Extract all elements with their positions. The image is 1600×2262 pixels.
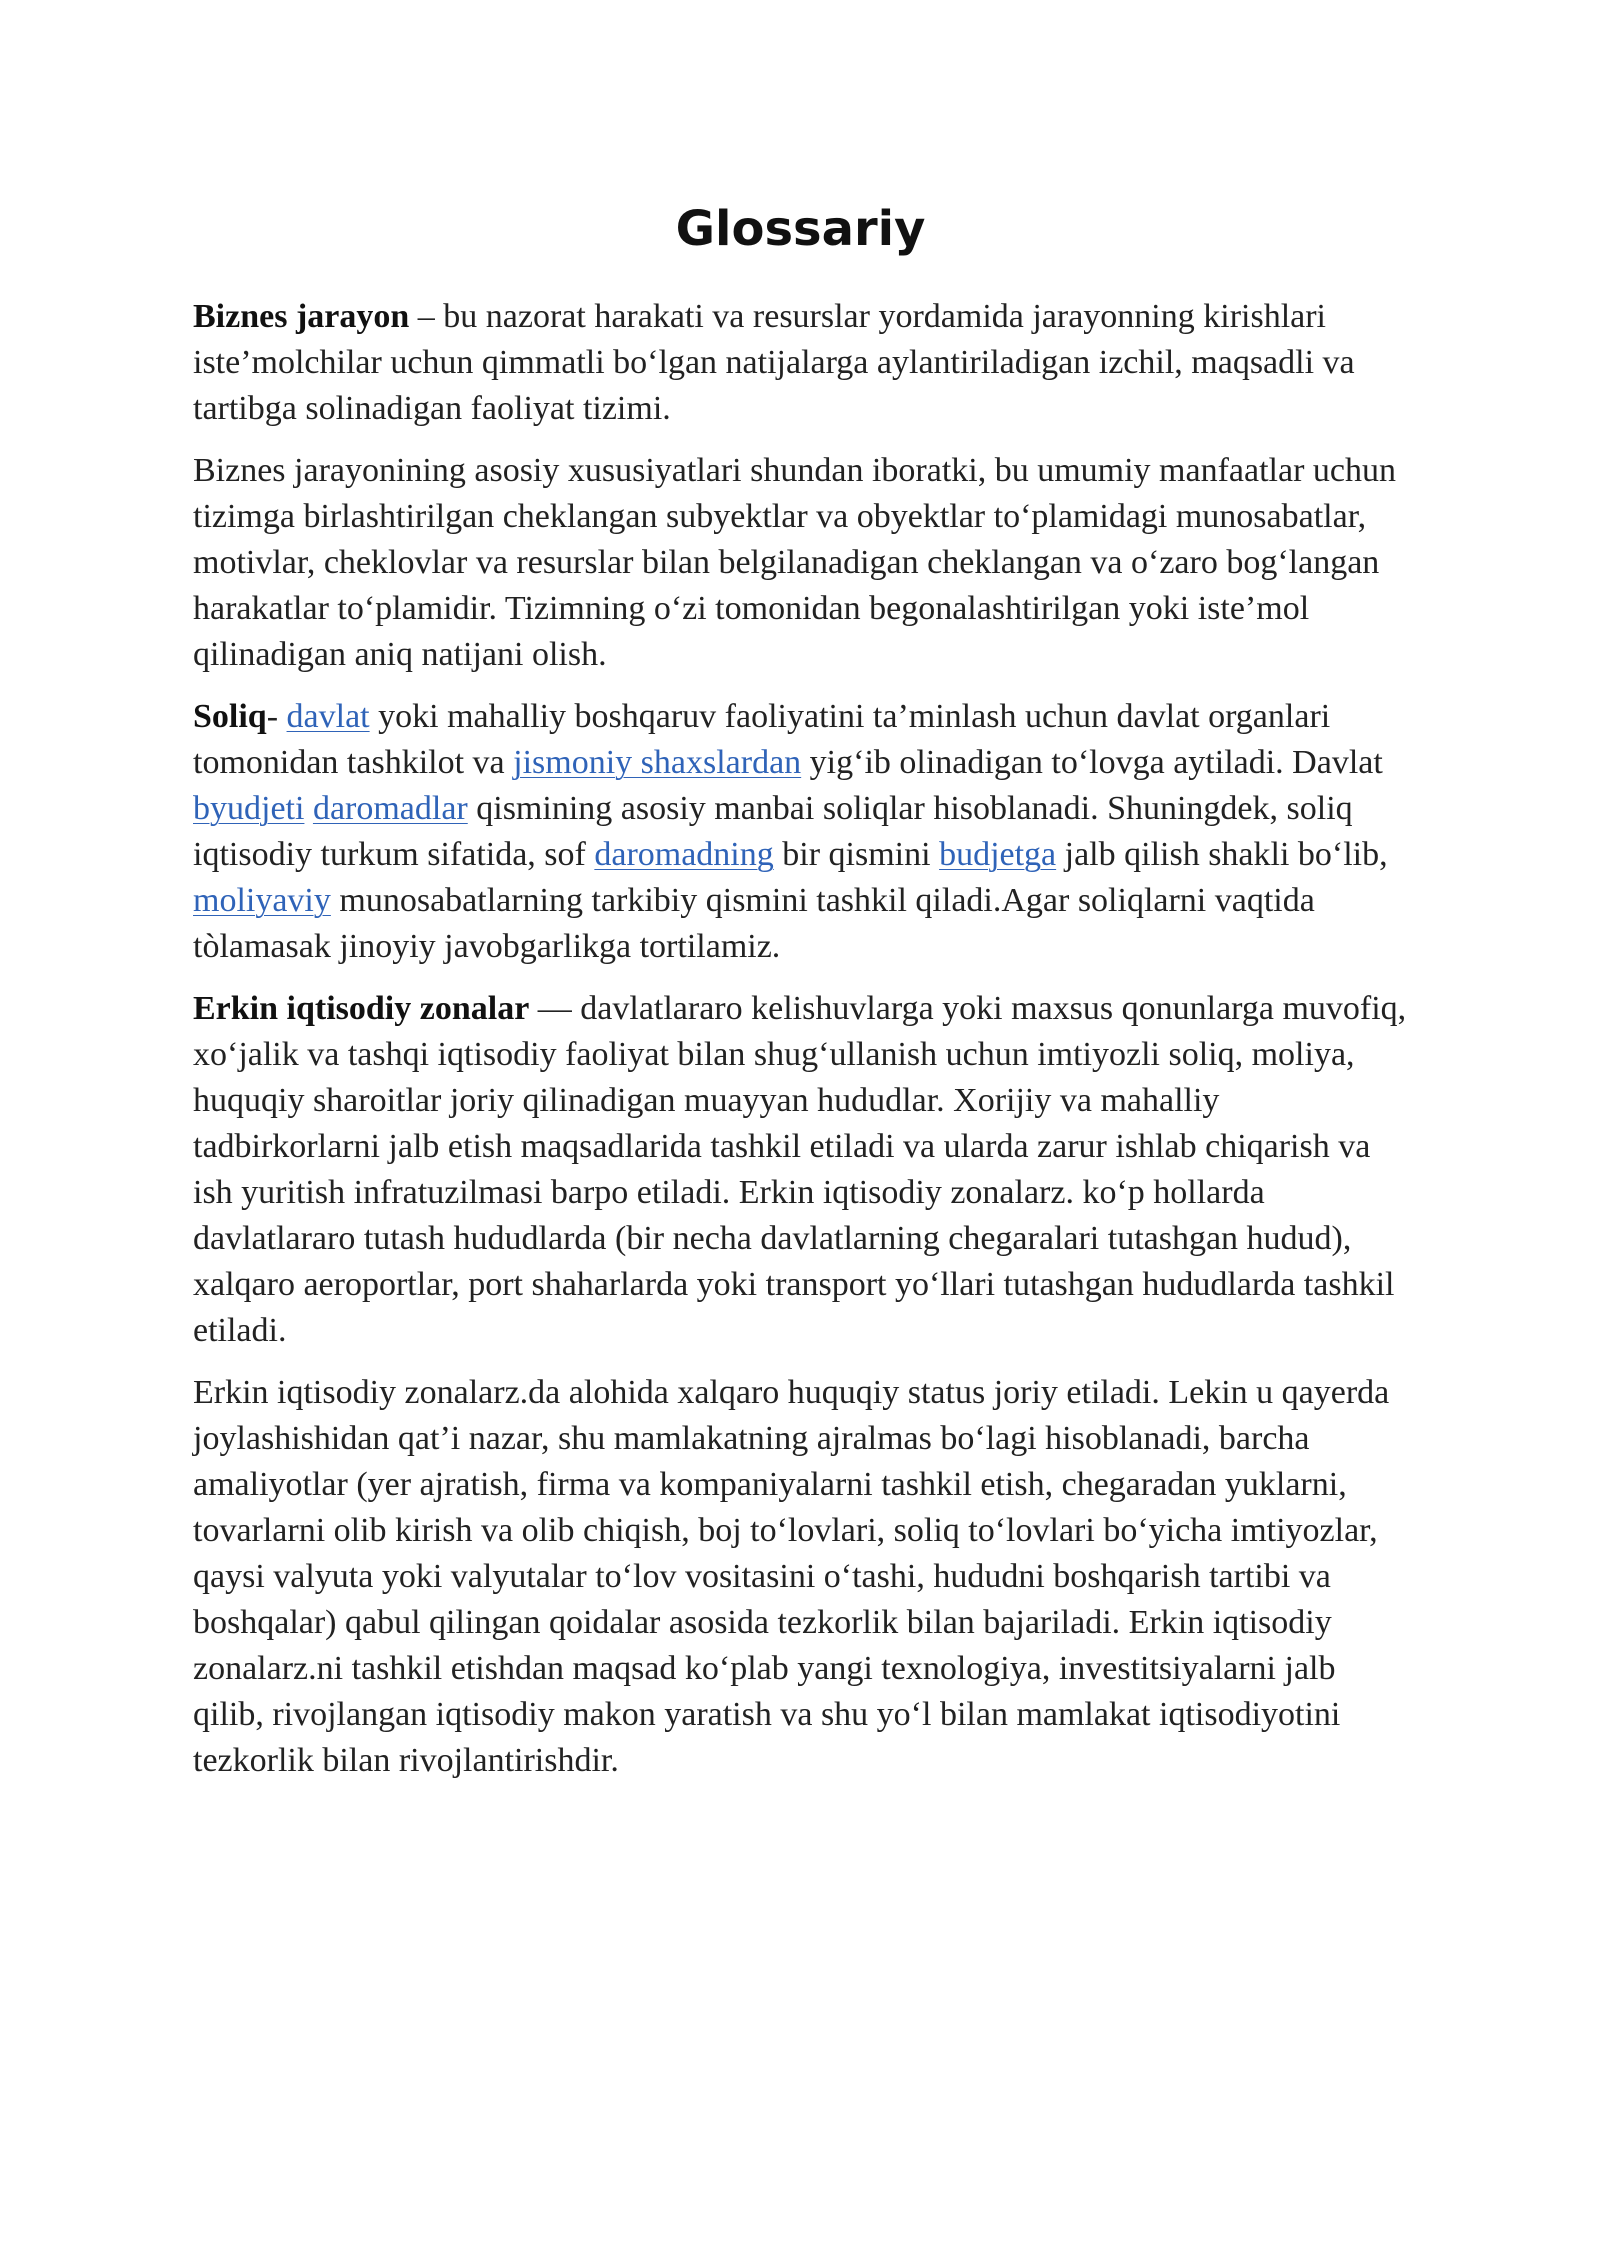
text-segment (304, 790, 313, 827)
link-budjetga[interactable]: budjetga (939, 836, 1057, 873)
text-segment: - (266, 698, 287, 735)
link-byudjeti[interactable]: byudjeti (193, 790, 305, 827)
definition-text: – bu nazorat harakati va resurslar yordamida jarayonning kirishlari iste’molchilar uchun qimmatli bo‘lgan natijalarga aylantiriladigan izchil, maqsadli va tartibga solinadigan faoliyat tizimi. (193, 298, 1355, 427)
definition-text: — davlatlararo kelishuvlarga yoki maxsus qonunlarga muvofiq, xo‘jalik va tashqi iqtisodiy faoliyat bilan shug‘ullanish uchun imtiyozli soliq, moliya, huquqiy sharoitlar joriy qilinadigan muayyan hududlar. Xorijiy va mahalliy tadbirkorlarni jalb etish maqsadlarida tashkil etiladi va ularda zarur ishlab chiqarish va ish yuritish infratuzilmasi barpo etiladi. Erkin iqtisodiy zonalarz. ko‘p hollarda davlatlararo tutash hududlarda (bir necha davlatlarning chegaralari tutashgan hudud), xalqaro aeroportlar, port shaharlarda yoki transport yo‘llari tutashgan hududlarda tashkil etiladi. (193, 990, 1407, 1349)
text-segment: yoki mahalliy boshqaruv faoliyatini ta’minlash uchun davlat organlari tomonidan tashkilot va (193, 698, 1331, 781)
paragraph-biznes-jarayon (193, 294, 1408, 432)
link-daromadning[interactable]: daromadning (594, 836, 774, 873)
text-segment: bir qismini (773, 836, 940, 873)
term-soliq: Soliq (193, 698, 267, 735)
term-biznes-jarayon: Biznes jarayon (193, 298, 410, 335)
text-segment: munosabatlarning tarkibiy qismini tashkil qiladi.Agar soliqlarni vaqtida tòlamasak jinoyiy javobgarlikga tortilamiz. (193, 882, 1315, 965)
link-moliyaviy[interactable]: moliyaviy (193, 882, 331, 919)
text-segment: qismining asosiy manbai soliqlar hisoblanadi. Shuningdek, soliq iqtisodiy turkum sifatida, sof (193, 790, 1353, 873)
paragraph-soliq (193, 694, 1408, 970)
link-davlat[interactable]: davlat (286, 698, 370, 735)
link-daromadlar[interactable]: daromadlar (312, 790, 468, 827)
text-segment: yig‘ib olinadigan to‘lovga aytiladi. Davlat (801, 744, 1383, 781)
paragraph-erkin-iqtisodiy-zonalar (193, 986, 1408, 1354)
link-jismoniy-shaxslardan[interactable]: jismoniy shaxslardan (513, 744, 802, 781)
text-segment: jalb qilish shakli bo‘lib, (1056, 836, 1388, 873)
page-title: Glossariy (675, 201, 926, 257)
paragraph-biznes-jarayon-xususiyatlari: Biznes jarayonining asosiy xususiyatlari shundan iboratki, bu umumiy manfaatlar uchun tizimga birlashtirilgan cheklangan subyektlar va obyektlar to‘plamidagi munosabatlar, motivlar, cheklovlar va resurslar bilan belgilanadigan cheklangan va o‘zaro bog‘langan harakatlar to‘plamidir. Tizimning o‘zi tomonidan begonalashtirilgan yoki iste’mol qilinadigan aniq natijani olish. (193, 452, 1396, 673)
paragraph-erkin-iqtisodiy-zonalar-status: Erkin iqtisodiy zonalarz.da alohida xalqaro huquqiy status joriy etiladi. Lekin u qayerda joylashishidan qat’i nazar, shu mamlakatning ajralmas bo‘lagi hisoblanadi, barcha amaliyotlar (yer ajratish, firma va kompaniyalarni tashkil etish, chegaradan yuklarni, tovarlarni olib kirish va olib chiqish, boj to‘lovlari, soliq to‘lovlari bo‘yicha imtiyozlar, qaysi valyuta yoki valyutalar to‘lov vositasini o‘tashi, hududni boshqarish tartibi va boshqalar) qabul qilingan qoidalar asosida tezkorlik bilan bajariladi. Erkin iqtisodiy zonalarz.ni tashkil etishdan maqsad ko‘plab yangi texnologiya, investitsiyalarni jalb qilib, rivojlangan iqtisodiy makon yaratish va shu yo‘l bilan mamlakat iqtisodiyotini tezkorlik bilan rivojlantirishdir. (193, 1374, 1390, 1779)
document-body (193, 190, 1408, 1800)
term-erkin-iqtisodiy-zonalar: Erkin iqtisodiy zonalar (193, 990, 530, 1027)
